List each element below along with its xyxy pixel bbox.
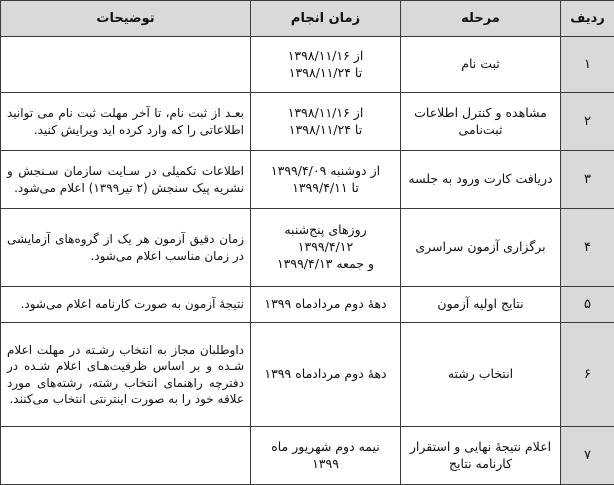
table-row: [1, 151, 614, 209]
time-cell: دههٔ دوم مردادماه ۱۳۹۹: [251, 287, 401, 323]
row-number: ۳: [561, 151, 614, 209]
stage-cell: برگزاری آزمون سراسری: [401, 209, 561, 287]
table-row: [1, 37, 614, 93]
description-cell: نتیجهٔ آزمون به صورت کارنامه اعلام می‌شود.: [1, 287, 251, 323]
description-cell: [1, 427, 251, 485]
description-cell: داوطلبان مجاز به انتخاب رشـته در مهلت اعلام شـده و بر اساس ظرفیت‌هـای اعلام شـده در دفترچه راهنمای انتخاب رشته، رشته‌های مورد علاقه خود را به صورت اینترنتی انتخاب می‌کنند.: [1, 323, 251, 427]
description-cell: [1, 37, 251, 93]
header-row: [1, 1, 614, 37]
time-cell: از دوشنبه ۱۳۹۹/۴/۰۹ تا ۱۳۹۹/۴/۱۱: [251, 151, 401, 209]
row-number: ۱: [561, 37, 614, 93]
header-time: زمان انجام: [251, 1, 401, 37]
row-number: ۶: [561, 323, 614, 427]
description-cell: اطلاعات تکمیلی در سـایت سازمان سـنجش و نشریه پیک سنجش (۲ تیر۱۳۹۹) اعلام می‌شود.: [1, 151, 251, 209]
description-cell: زمان دقیق آزمون هر یک از گروه‌های آزمایشی در زمان مناسب اعلام می‌شود.: [1, 209, 251, 287]
table-row: [1, 287, 614, 323]
time-cell: از ۱۳۹۸/۱۱/۱۶ تا ۱۳۹۸/۱۱/۲۴: [251, 93, 401, 151]
row-number: ۴: [561, 209, 614, 287]
stage-cell: مشاهده و کنترل اطلاعات ثبت‌نامی: [401, 93, 561, 151]
row-number: ۲: [561, 93, 614, 151]
time-cell: از ۱۳۹۸/۱۱/۱۶ تا ۱۳۹۸/۱۱/۲۴: [251, 37, 401, 93]
row-number: ۵: [561, 287, 614, 323]
time-cell: نیمه دوم شهریور ماه ۱۳۹۹: [251, 427, 401, 485]
table-row: [1, 323, 614, 427]
stage-cell: ثبت نام: [401, 37, 561, 93]
header-row-no: ردیف: [561, 1, 614, 37]
header-description: توضیحات: [1, 1, 251, 37]
row-number: ۷: [561, 427, 614, 485]
stage-cell: نتایج اولیه آزمون: [401, 287, 561, 323]
header-stage: مرحله: [401, 1, 561, 37]
stage-cell: دریافت کارت ورود به جلسه: [401, 151, 561, 209]
description-cell: بعـد از ثبت نام، تا آخر مهلت ثبت نام می توانید اطلاعاتی را که وارد کرده اید ویرایش کنید.: [1, 93, 251, 151]
table-row: [1, 427, 614, 485]
stage-cell: اعلام نتیجهٔ نهایی و استقرار کارنامه نتایج: [401, 427, 561, 485]
table-row: [1, 209, 614, 287]
time-cell: دههٔ دوم مردادماه ۱۳۹۹: [251, 323, 401, 427]
table-row: [1, 93, 614, 151]
time-cell: روزهای پنج‌شنبه ۱۳۹۹/۴/۱۲ و جمعه ۱۳۹۹/۴/۱۳: [251, 209, 401, 287]
stage-cell: انتخاب رشته: [401, 323, 561, 427]
